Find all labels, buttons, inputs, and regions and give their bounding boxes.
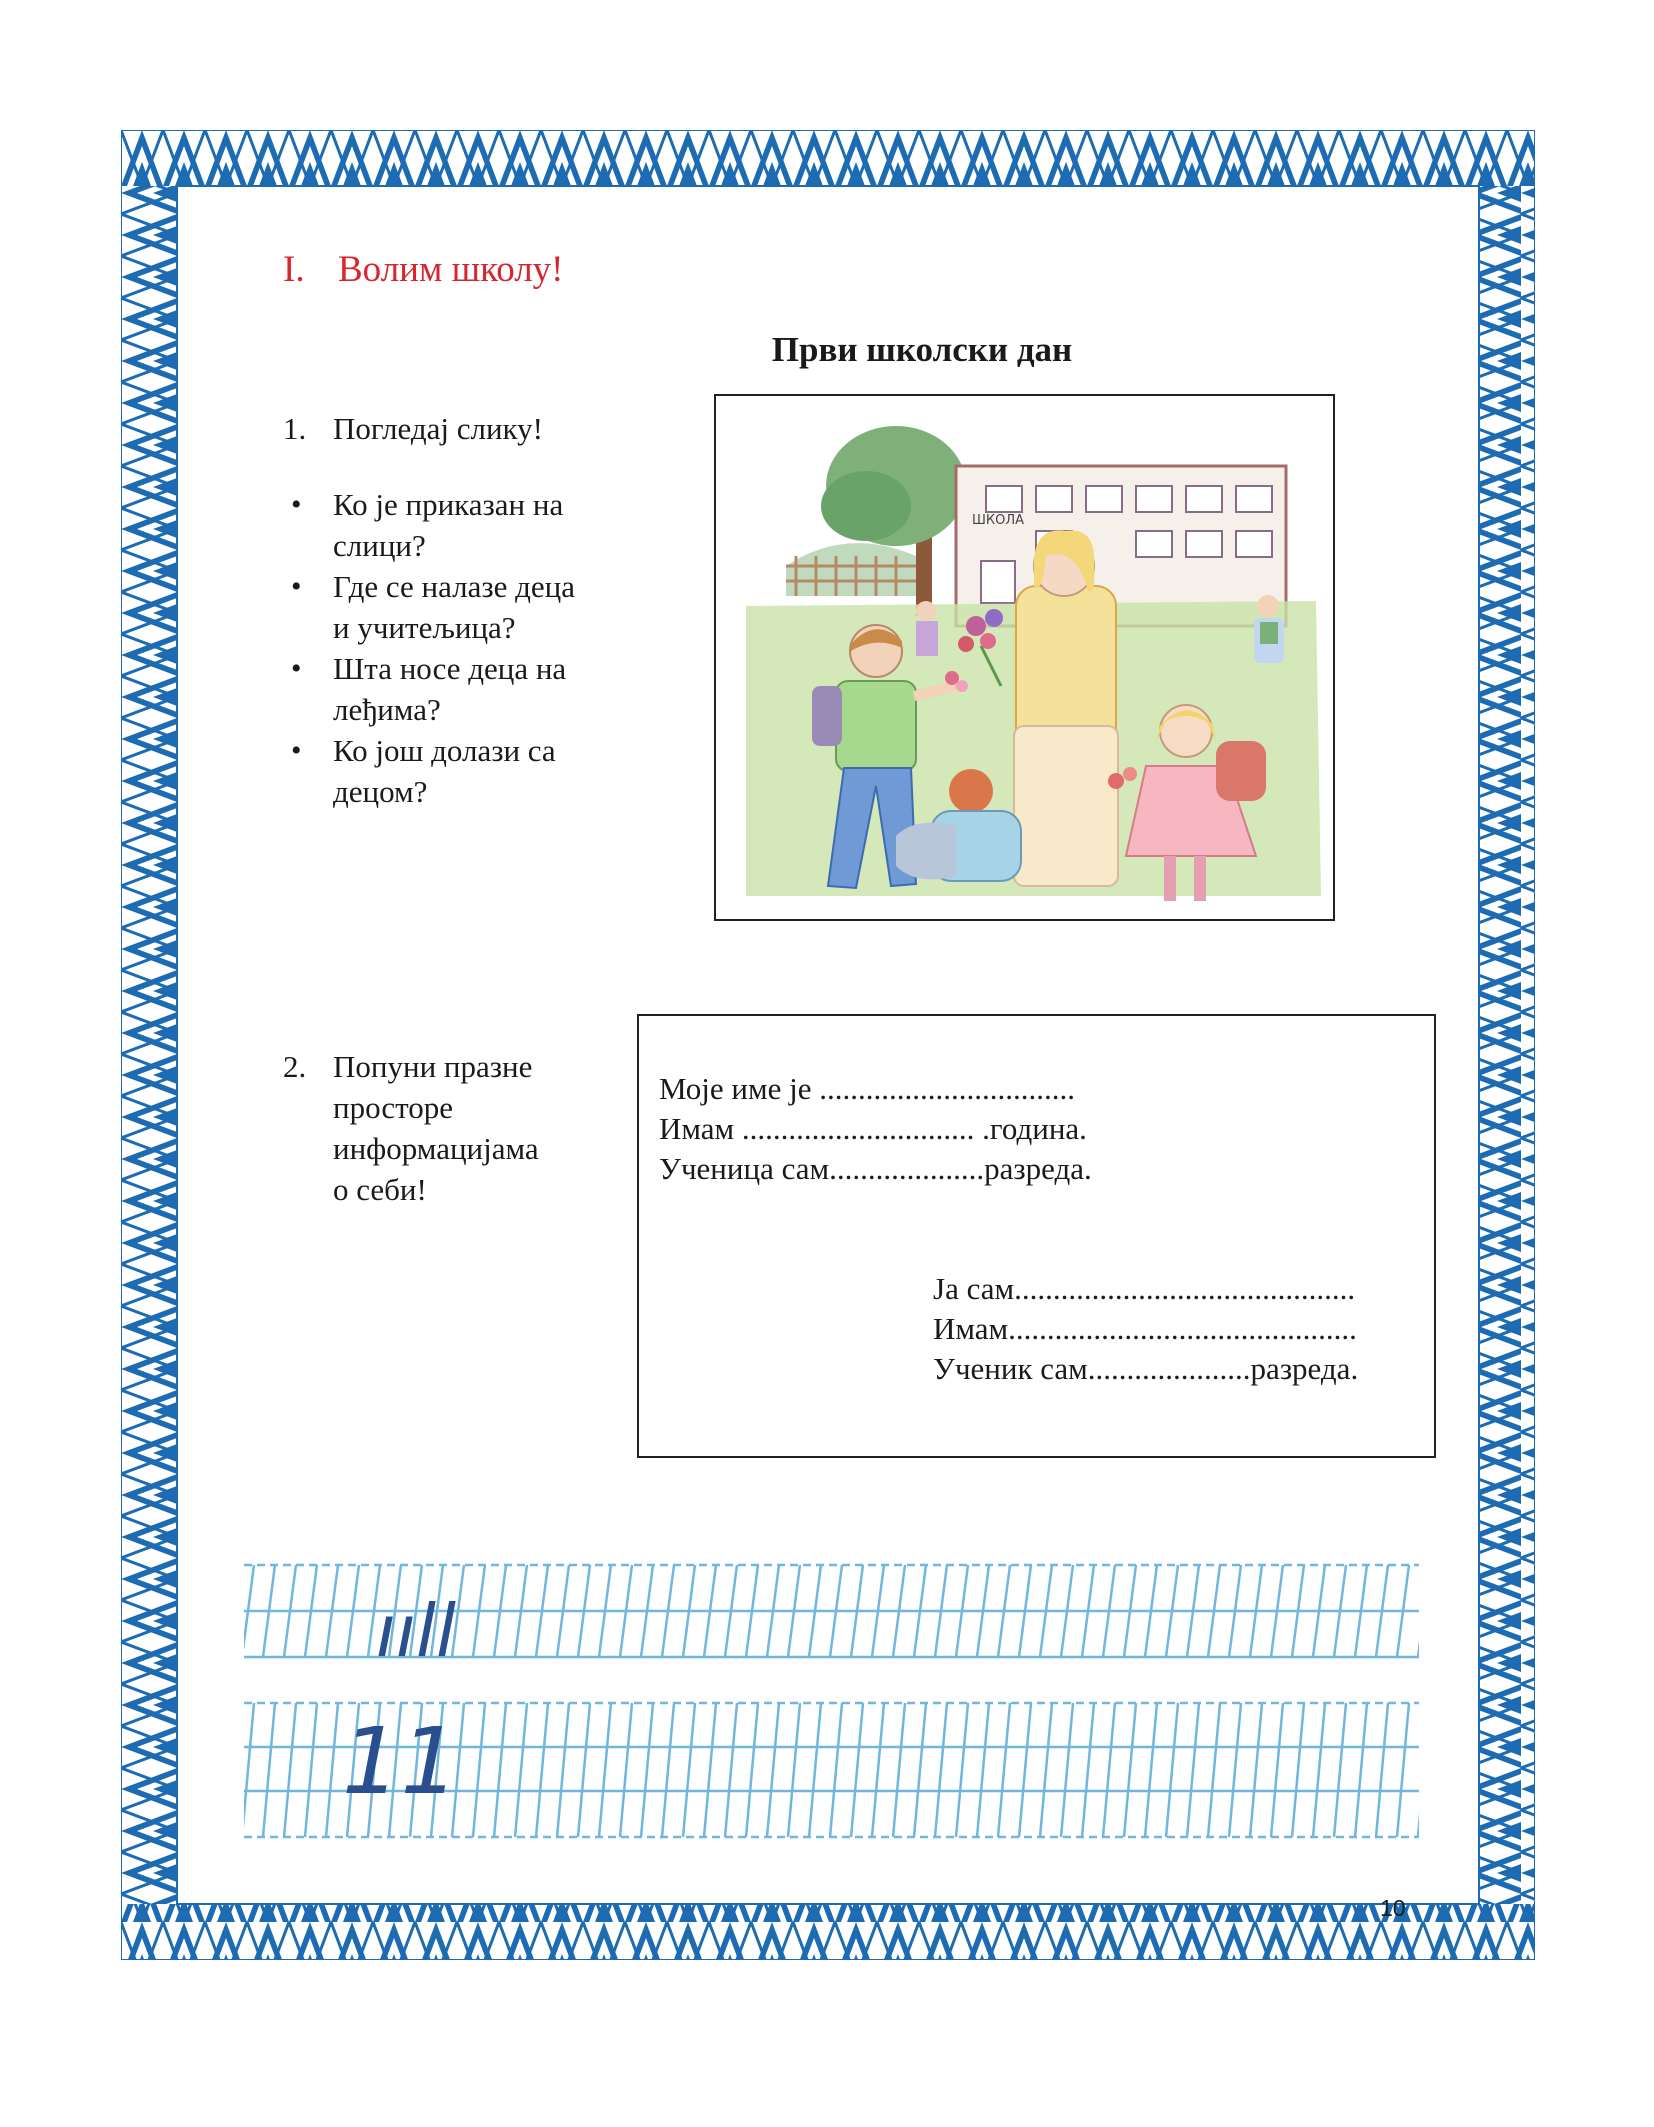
grid-slant-line xyxy=(599,1703,611,1837)
grid-slant-line xyxy=(620,1703,632,1837)
grid-slant-line xyxy=(977,1703,989,1837)
grid-slant-line xyxy=(1124,1703,1136,1837)
grid-slant-line xyxy=(1229,1703,1241,1837)
list-item xyxy=(283,730,623,812)
handwriting-practice-grid[interactable] xyxy=(244,1563,1419,1839)
school-sign: ШКОЛА xyxy=(972,513,1025,528)
list-item xyxy=(283,566,623,648)
grid-slant-line xyxy=(305,1703,317,1837)
grid-slant-line xyxy=(641,1703,653,1837)
grid-slant-line xyxy=(662,1703,674,1837)
grid-slant-line xyxy=(473,1703,485,1837)
section-number: I. xyxy=(283,249,305,290)
task-2-line: о себи! xyxy=(333,1172,427,1207)
grid-slant-line xyxy=(494,1703,506,1837)
grid-slant-line xyxy=(1103,1703,1115,1837)
task-1-instruction xyxy=(283,408,543,449)
grid-slant-line xyxy=(1271,1703,1283,1837)
grid-slant-line xyxy=(1334,1703,1346,1837)
grid-slant-line xyxy=(1019,1703,1031,1837)
grid-slant-line xyxy=(244,1703,254,1837)
grid-slant-line xyxy=(1313,1703,1325,1837)
grid-slant-line xyxy=(536,1703,548,1837)
grid-slant-line xyxy=(851,1703,863,1837)
task-2-line: информацијама xyxy=(333,1131,539,1166)
grid-slant-line xyxy=(746,1703,758,1837)
grid-slant-line xyxy=(1082,1703,1094,1837)
page-number: 10 xyxy=(1380,1895,1406,1921)
grid-slant-line xyxy=(1355,1703,1367,1837)
section-title: Волим школу! xyxy=(338,249,564,290)
question-line: децом? xyxy=(333,774,428,809)
task-2-line: просторе xyxy=(333,1090,454,1125)
question-line: Ко још долази са xyxy=(333,733,556,768)
grid-slant-line xyxy=(893,1703,905,1837)
question-line: леђима? xyxy=(333,692,441,727)
grid-slant-line xyxy=(1292,1703,1304,1837)
form-line-name[interactable]: Ја сам............................................ xyxy=(933,1271,1356,1306)
grid-slant-line xyxy=(1145,1703,1157,1837)
grid-slant-line xyxy=(956,1703,968,1837)
grid-slant-line xyxy=(1187,1703,1199,1837)
grid-slant-line xyxy=(1061,1703,1073,1837)
handwriting-sample-1: ııll xyxy=(376,1589,457,1673)
school-illustration xyxy=(714,394,1335,921)
personal-info-box xyxy=(637,1014,1436,1458)
task-1-text: Погледај слику! xyxy=(333,411,544,446)
grid-slant-line xyxy=(326,1703,338,1837)
grid-slant-line xyxy=(704,1703,716,1837)
task-2-instruction xyxy=(283,1046,613,1210)
question-line: Шта носе деца на xyxy=(333,651,567,686)
lesson-title: Први школски дан xyxy=(771,330,1073,369)
grid-slant-line xyxy=(515,1703,527,1837)
task-2-number: 2. xyxy=(283,1049,307,1084)
question-list xyxy=(283,484,623,812)
grid-slant-line xyxy=(578,1703,590,1837)
girl-form xyxy=(659,1069,1092,1189)
question-line: и учитељица? xyxy=(333,610,516,645)
form-line-grade[interactable]: Ученик сам.....................разреда. xyxy=(933,1351,1359,1386)
question-line: Ко је приказан на xyxy=(333,487,564,522)
form-line-age[interactable]: Имам .............................. .година. xyxy=(659,1111,1087,1146)
form-line-name[interactable]: Моје име је ................................. xyxy=(659,1071,1076,1106)
form-line-grade[interactable]: Ученица сам....................разреда. xyxy=(659,1151,1092,1186)
form-line-age[interactable]: Имам............................................. xyxy=(933,1311,1357,1346)
grid-slant-line xyxy=(1376,1703,1388,1837)
grid-slant-line xyxy=(872,1703,884,1837)
question-line: Где се налазе деца xyxy=(333,569,576,604)
grid-slant-line xyxy=(1166,1703,1178,1837)
grid-slant-line xyxy=(1418,1703,1419,1837)
grid-slant-line xyxy=(809,1703,821,1837)
list-item xyxy=(283,648,623,730)
task-2-line xyxy=(283,1046,613,1087)
grid-slant-line xyxy=(1397,1703,1409,1837)
grid-slant-line xyxy=(1250,1703,1262,1837)
list-item xyxy=(283,484,623,566)
grid-slant-line xyxy=(788,1703,800,1837)
question-line: слици? xyxy=(333,528,426,563)
handwriting-sample-2: 11 xyxy=(342,1708,460,1815)
grid-slant-line xyxy=(284,1703,296,1837)
grid-slant-line xyxy=(683,1703,695,1837)
task-2-text: Попуни празне xyxy=(333,1049,533,1084)
task-1-number: 1. xyxy=(283,411,307,446)
grid-slant-line xyxy=(725,1703,737,1837)
grid-slant-line xyxy=(830,1703,842,1837)
grid-slant-line xyxy=(1208,1703,1220,1837)
grid-slant-line xyxy=(263,1703,275,1837)
grid-slant-line xyxy=(767,1703,779,1837)
grid-slant-line xyxy=(935,1703,947,1837)
grid-slant-line xyxy=(998,1703,1010,1837)
grid-slant-line xyxy=(914,1703,926,1837)
section-heading xyxy=(283,248,564,291)
grid-slant-line xyxy=(1040,1703,1052,1837)
grid-slant-line xyxy=(557,1703,569,1837)
boy-form xyxy=(933,1269,1358,1389)
